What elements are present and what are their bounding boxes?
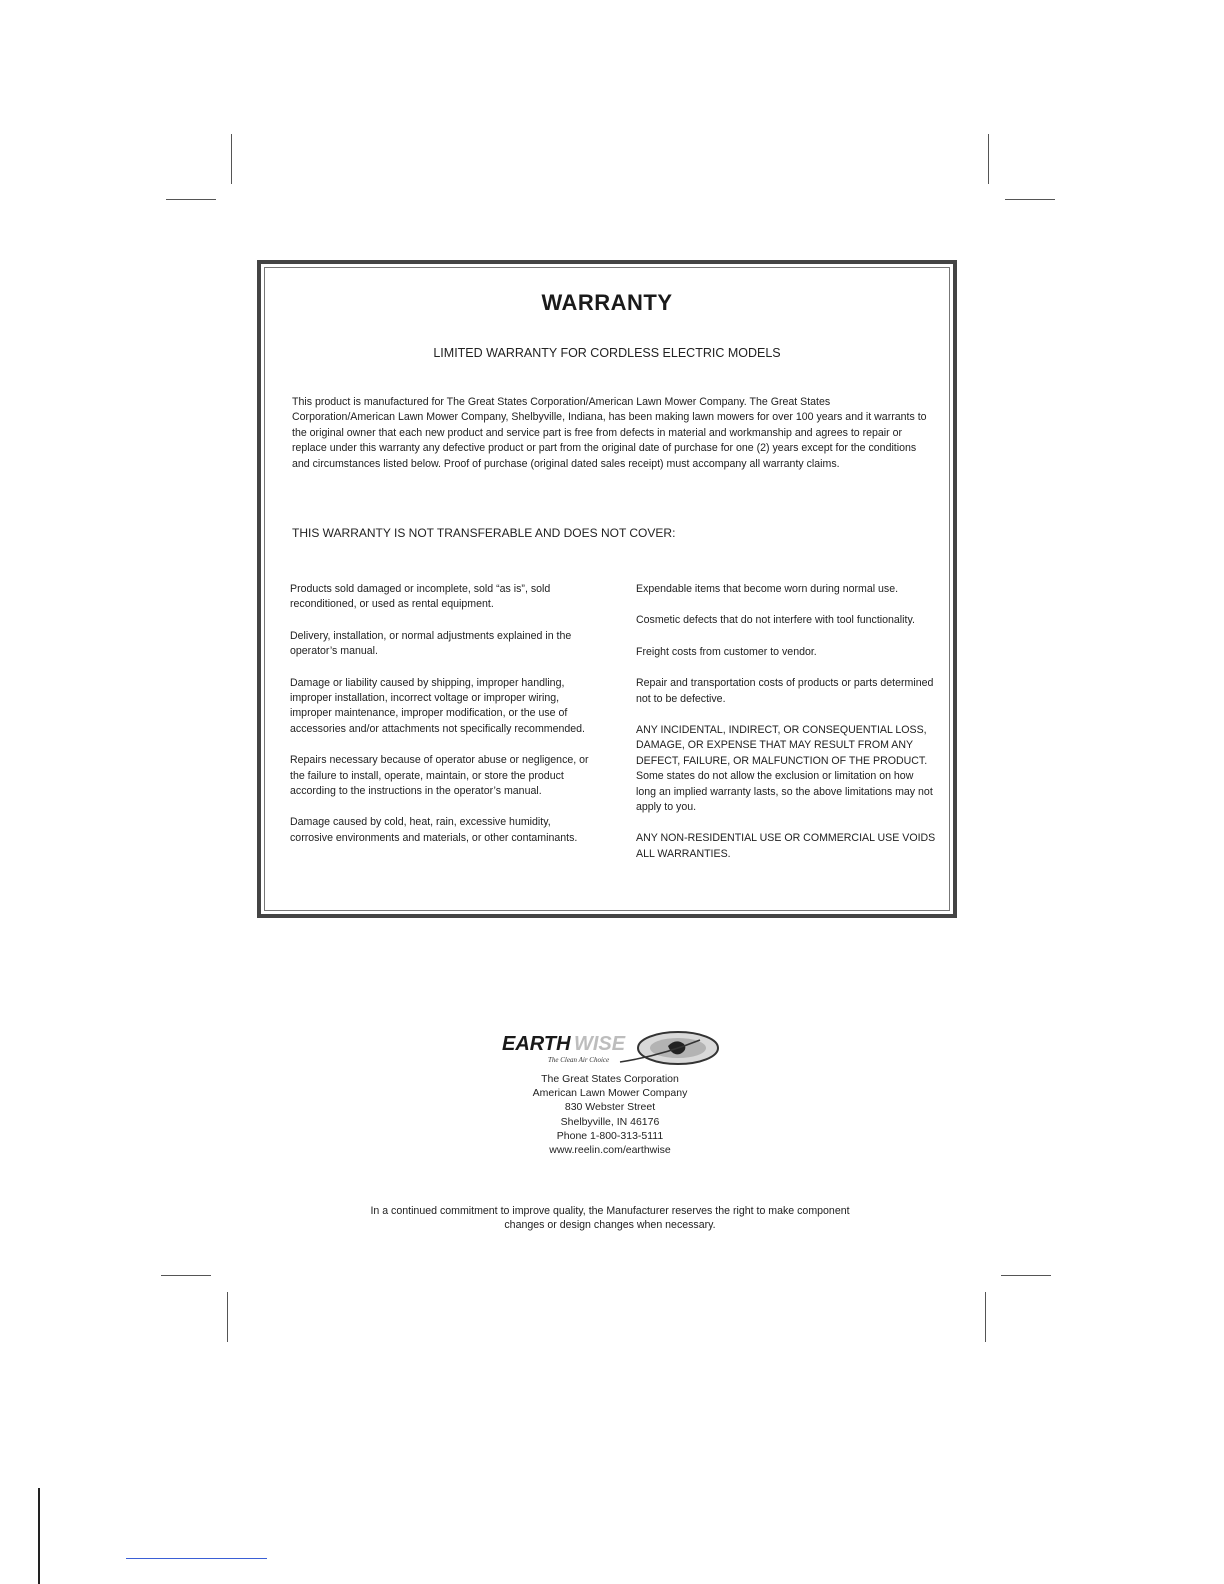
warranty-title: WARRANTY bbox=[541, 290, 673, 315]
address-website: www.reelin.com/earthwise bbox=[549, 1144, 671, 1157]
address-line: 830 Webster Street bbox=[564, 1101, 656, 1114]
logo-brand-part1: EARTH bbox=[502, 1033, 571, 1055]
address-line: Shelbyville, IN 46176 bbox=[560, 1115, 660, 1128]
exclusion-item: Repair and transportation costs of products or parts determined not to be defective. bbox=[636, 677, 934, 705]
address-phone: Phone 1-800-313-5111 bbox=[556, 1129, 664, 1142]
crop-mark bbox=[985, 1292, 986, 1342]
logo-brand-part2: WISE bbox=[574, 1033, 626, 1055]
exclusion-item: Cosmetic defects that do not interfere with tool functionality. bbox=[636, 614, 915, 627]
crop-mark bbox=[988, 134, 989, 184]
crop-mark bbox=[1005, 199, 1055, 200]
exclusion-item: Damage caused by cold, heat, rain, excessive humidity, corrosive environments and materials, or other contaminants. bbox=[290, 816, 578, 844]
address-line: American Lawn Mower Company bbox=[532, 1087, 688, 1100]
exclusion-item: ANY NON-RESIDENTIAL USE OR COMMERCIAL USE VOIDS ALL WARRANTIES. bbox=[636, 832, 936, 860]
crop-mark bbox=[1001, 1275, 1051, 1276]
address-line: The Great States Corporation bbox=[541, 1073, 679, 1085]
exclusion-item: Products sold damaged or incomplete, sold “as is”, sold reconditioned, or used as rental equipment. bbox=[290, 583, 551, 611]
warranty-box bbox=[257, 260, 957, 918]
company-address bbox=[460, 1072, 760, 1157]
exclusion-item: Delivery, installation, or normal adjustments explained in the operator’s manual. bbox=[290, 629, 572, 658]
exclusion-item: Damage or liability caused by shipping, improper handling, improper installation, incorrect voltage or improper wiring, improper maintenance, improper modification, or the use of accessories and/or attachments not specifically recommended. bbox=[290, 676, 586, 735]
logo-tagline: The Clean Air Choice bbox=[548, 1056, 610, 1064]
footer-note: In a continued commitment to improve quality, the Manufacturer reserves the right to make component changes or design changes when necessary. bbox=[370, 1205, 850, 1231]
earthwise-logo bbox=[500, 1024, 722, 1072]
crop-mark bbox=[166, 199, 216, 200]
exclusions-left-column bbox=[290, 582, 590, 862]
exclusion-item: ANY INCIDENTAL, INDIRECT, OR CONSEQUENTIAL LOSS, DAMAGE, OR EXPENSE THAT MAY RESULT FROM ANY DEFECT, FAILURE, OR MALFUNCTION OF THE PRODUCT. Some states do not allow the exclusion or limitation on how long an implied warranty lasts, so the above limitations may not apply to you. bbox=[636, 724, 933, 814]
warranty-intro: This product is manufactured for The Great States Corporation/American Lawn Mower Company. The Great States Corporation/American Lawn Mower Company, Shelbyville, Indiana, has been making lawn mowers for over 100 years and it warrants to the original owner that each new product and service part is free from defects in material and workmanship and agrees to repair or replace under this warranty any defective product or part from the original date of purchase for one (2) years except for the conditions and circumstances listed below. Proof of purchase (original dated sales receipt) must accompany all warranty claims. bbox=[292, 396, 927, 470]
not-cover-heading: THIS WARRANTY IS NOT TRANSFERABLE AND DOES NOT COVER: bbox=[292, 526, 676, 540]
edge-mark bbox=[38, 1488, 40, 1584]
crop-mark bbox=[227, 1292, 228, 1342]
exclusion-item: Freight costs from customer to vendor. bbox=[636, 645, 817, 658]
exclusions-right-column bbox=[636, 582, 936, 878]
exclusion-item: Repairs necessary because of operator abuse or negligence, or the failure to install, operate, maintain, or store the product according to the instructions in the operator’s manual. bbox=[290, 754, 589, 798]
crop-mark bbox=[231, 134, 232, 184]
exclusion-item: Expendable items that become worn during normal use. bbox=[636, 583, 899, 595]
crop-mark bbox=[161, 1275, 211, 1276]
warranty-subtitle: LIMITED WARRANTY FOR CORDLESS ELECTRIC MODELS bbox=[433, 346, 781, 360]
bottom-underline bbox=[126, 1558, 267, 1559]
